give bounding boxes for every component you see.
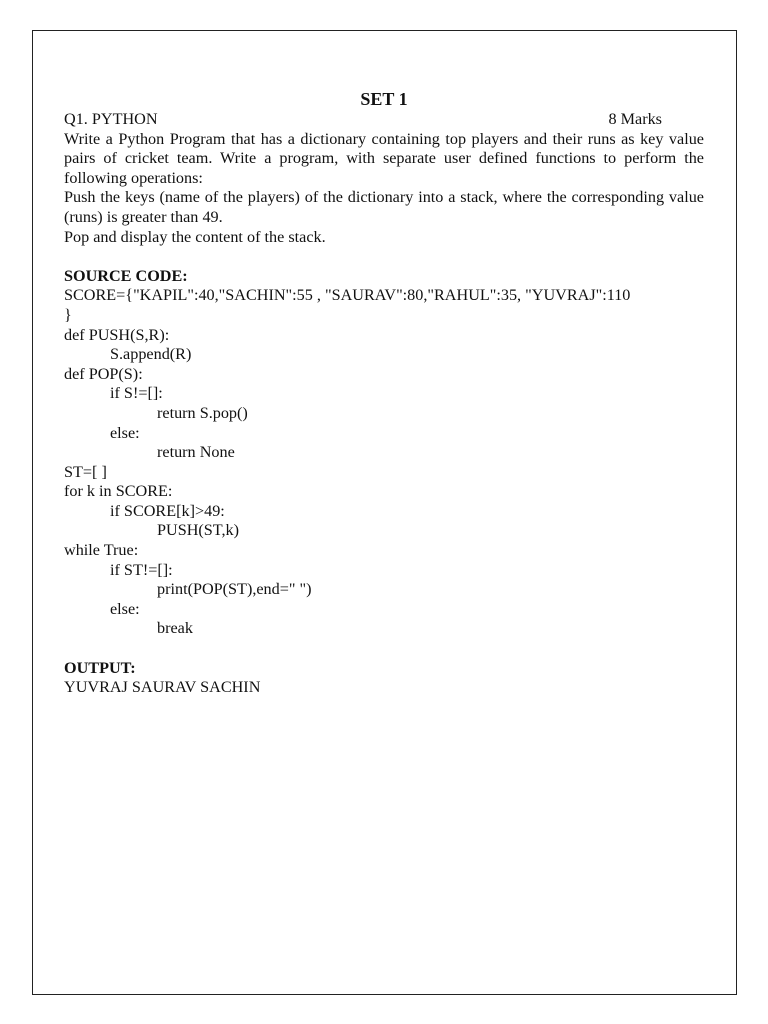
- output-heading: OUTPUT:: [64, 658, 136, 677]
- code-line: for k in SCORE:: [64, 482, 173, 501]
- code-line: if SCORE[k]>49:: [110, 501, 225, 520]
- source-code-heading: SOURCE CODE:: [64, 266, 188, 285]
- code-line: break: [157, 619, 193, 638]
- code-line: PUSH(ST,k): [157, 521, 239, 540]
- question-operation-push: Push the keys (name of the players) of the dictionary into a stack, where the corresponding value (runs) is greater than 49.: [64, 188, 704, 226]
- question-header: [64, 110, 704, 130]
- code-line: S.append(R): [110, 345, 192, 364]
- code-line: def POP(S):: [64, 364, 143, 383]
- code-line: return S.pop(): [157, 403, 248, 422]
- question-operation-pop: Pop and display the content of the stack.: [64, 227, 326, 246]
- code-line: SCORE={"KAPIL":40,"SACHIN":55 , "SAURAV":80,"RAHUL":35, "YUVRAJ":110: [64, 286, 631, 305]
- code-line: print(POP(ST),end=" "): [157, 580, 312, 599]
- code-line: ST=[ ]: [64, 462, 107, 481]
- source-code-block: [64, 286, 704, 639]
- code-line: else:: [110, 599, 140, 618]
- output-text: YUVRAJ SAURAV SACHIN: [64, 678, 261, 697]
- code-line: if ST!=[]:: [110, 560, 173, 579]
- code-line: def PUSH(S,R):: [64, 325, 170, 344]
- question-description: Write a Python Program that has a dictionary containing top players and their runs as key value pairs of cricket team. Write a program, with separate user defined functions to perform the following operations:: [64, 129, 704, 187]
- document-content: [64, 88, 704, 698]
- code-line: while True:: [64, 541, 139, 560]
- marks-label: 8 Marks: [608, 110, 662, 128]
- code-line: return None: [157, 443, 235, 462]
- code-line: }: [64, 305, 72, 324]
- question-label: Q1. PYTHON: [64, 110, 158, 128]
- set-title: SET 1: [360, 89, 408, 109]
- code-line: if S!=[]:: [110, 384, 163, 403]
- code-line: else:: [110, 423, 140, 442]
